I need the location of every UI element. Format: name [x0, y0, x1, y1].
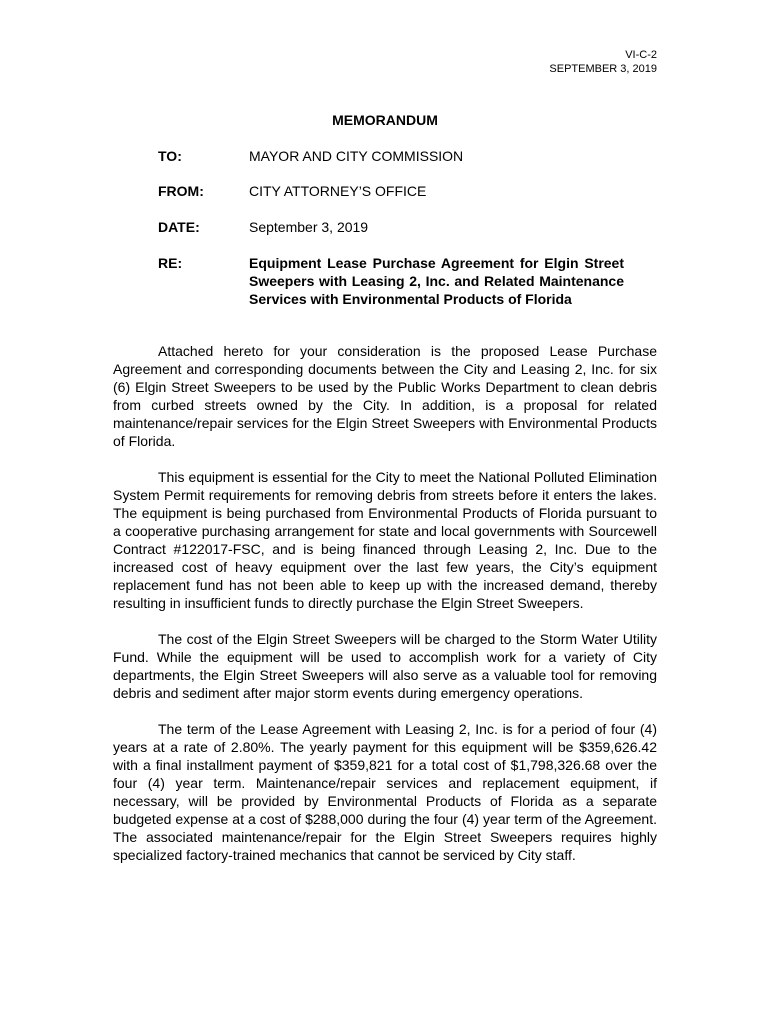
memo-from-value: CITY ATTORNEY’S OFFICE — [249, 183, 427, 199]
document-reference — [549, 48, 657, 76]
memo-to-label: TO: — [158, 148, 182, 164]
header-date: SEPTEMBER 3, 2019 — [549, 63, 657, 75]
memo-from-label: FROM: — [158, 183, 204, 199]
body-paragraph: Attached hereto for your consideration is the proposed Lease Purchase Agreement and corresponding documents between the City and Leasing 2, Inc. for six (6) Elgin Street Sweepers to be used by the Public Works Department to clean debris from curbed streets owned by the City. In addition, is a proposal for related maintenance/repair services for the Elgin Street Sweepers with Environmental Products of Florida. — [113, 343, 657, 449]
memo-body — [113, 342, 657, 882]
page-title: MEMORANDUM — [332, 112, 438, 128]
memo-re-value: Equipment Lease Purchase Agreement for Elgin Street Sweepers with Leasing 2, Inc. and Related Maintenance Services with Environmental Products of Florida — [249, 255, 624, 307]
memo-date-label: DATE: — [158, 219, 200, 235]
body-paragraph: The cost of the Elgin Street Sweepers will be charged to the Storm Water Utility Fund. While the equipment will be used to accomplish work for a variety of City departments, the Elgin Street Sweepers will also serve as a valuable tool for removing debris and sediment after major storm events during emergency operations. — [113, 631, 657, 701]
memo-date-value: September 3, 2019 — [249, 219, 369, 235]
body-paragraph: This equipment is essential for the City to meet the National Polluted Elimination System Permit requirements for removing debris from streets before it enters the lakes. The equipment is being purchased from Environmental Products of Florida pursuant to a cooperative purchasing arrangement for state and local governments with Sourcewell Contract #122017-FSC, and is being financed through Leasing 2, Inc. Due to the increased cost of heavy equipment over the last few years, the City’s equipment replacement fund has not been able to keep up with the increased demand, thereby resulting in insufficient funds to directly purchase the Elgin Street Sweepers. — [113, 469, 657, 611]
memo-to-value: MAYOR AND CITY COMMISSION — [249, 148, 464, 164]
body-paragraph: The term of the Lease Agreement with Leasing 2, Inc. is for a period of four (4) years at a rate of 2.80%. The yearly payment for this equipment will be $359,626.42 with a final installment payment of $359,821 for a total cost of $1,798,326.68 over the four (4) year term. Maintenance/repair services and replacement equipment, if necessary, will be provided by Environmental Products of Florida as a separate budgeted expense at a cost of $288,000 during the four (4) year term of the Agreement. The associated maintenance/repair for the Elgin Street Sweepers requires highly specialized factory-trained mechanics that cannot be serviced by City staff. — [113, 721, 657, 863]
memo-re-label: RE: — [158, 255, 183, 271]
agenda-item-number: VI-C-2 — [625, 49, 657, 61]
